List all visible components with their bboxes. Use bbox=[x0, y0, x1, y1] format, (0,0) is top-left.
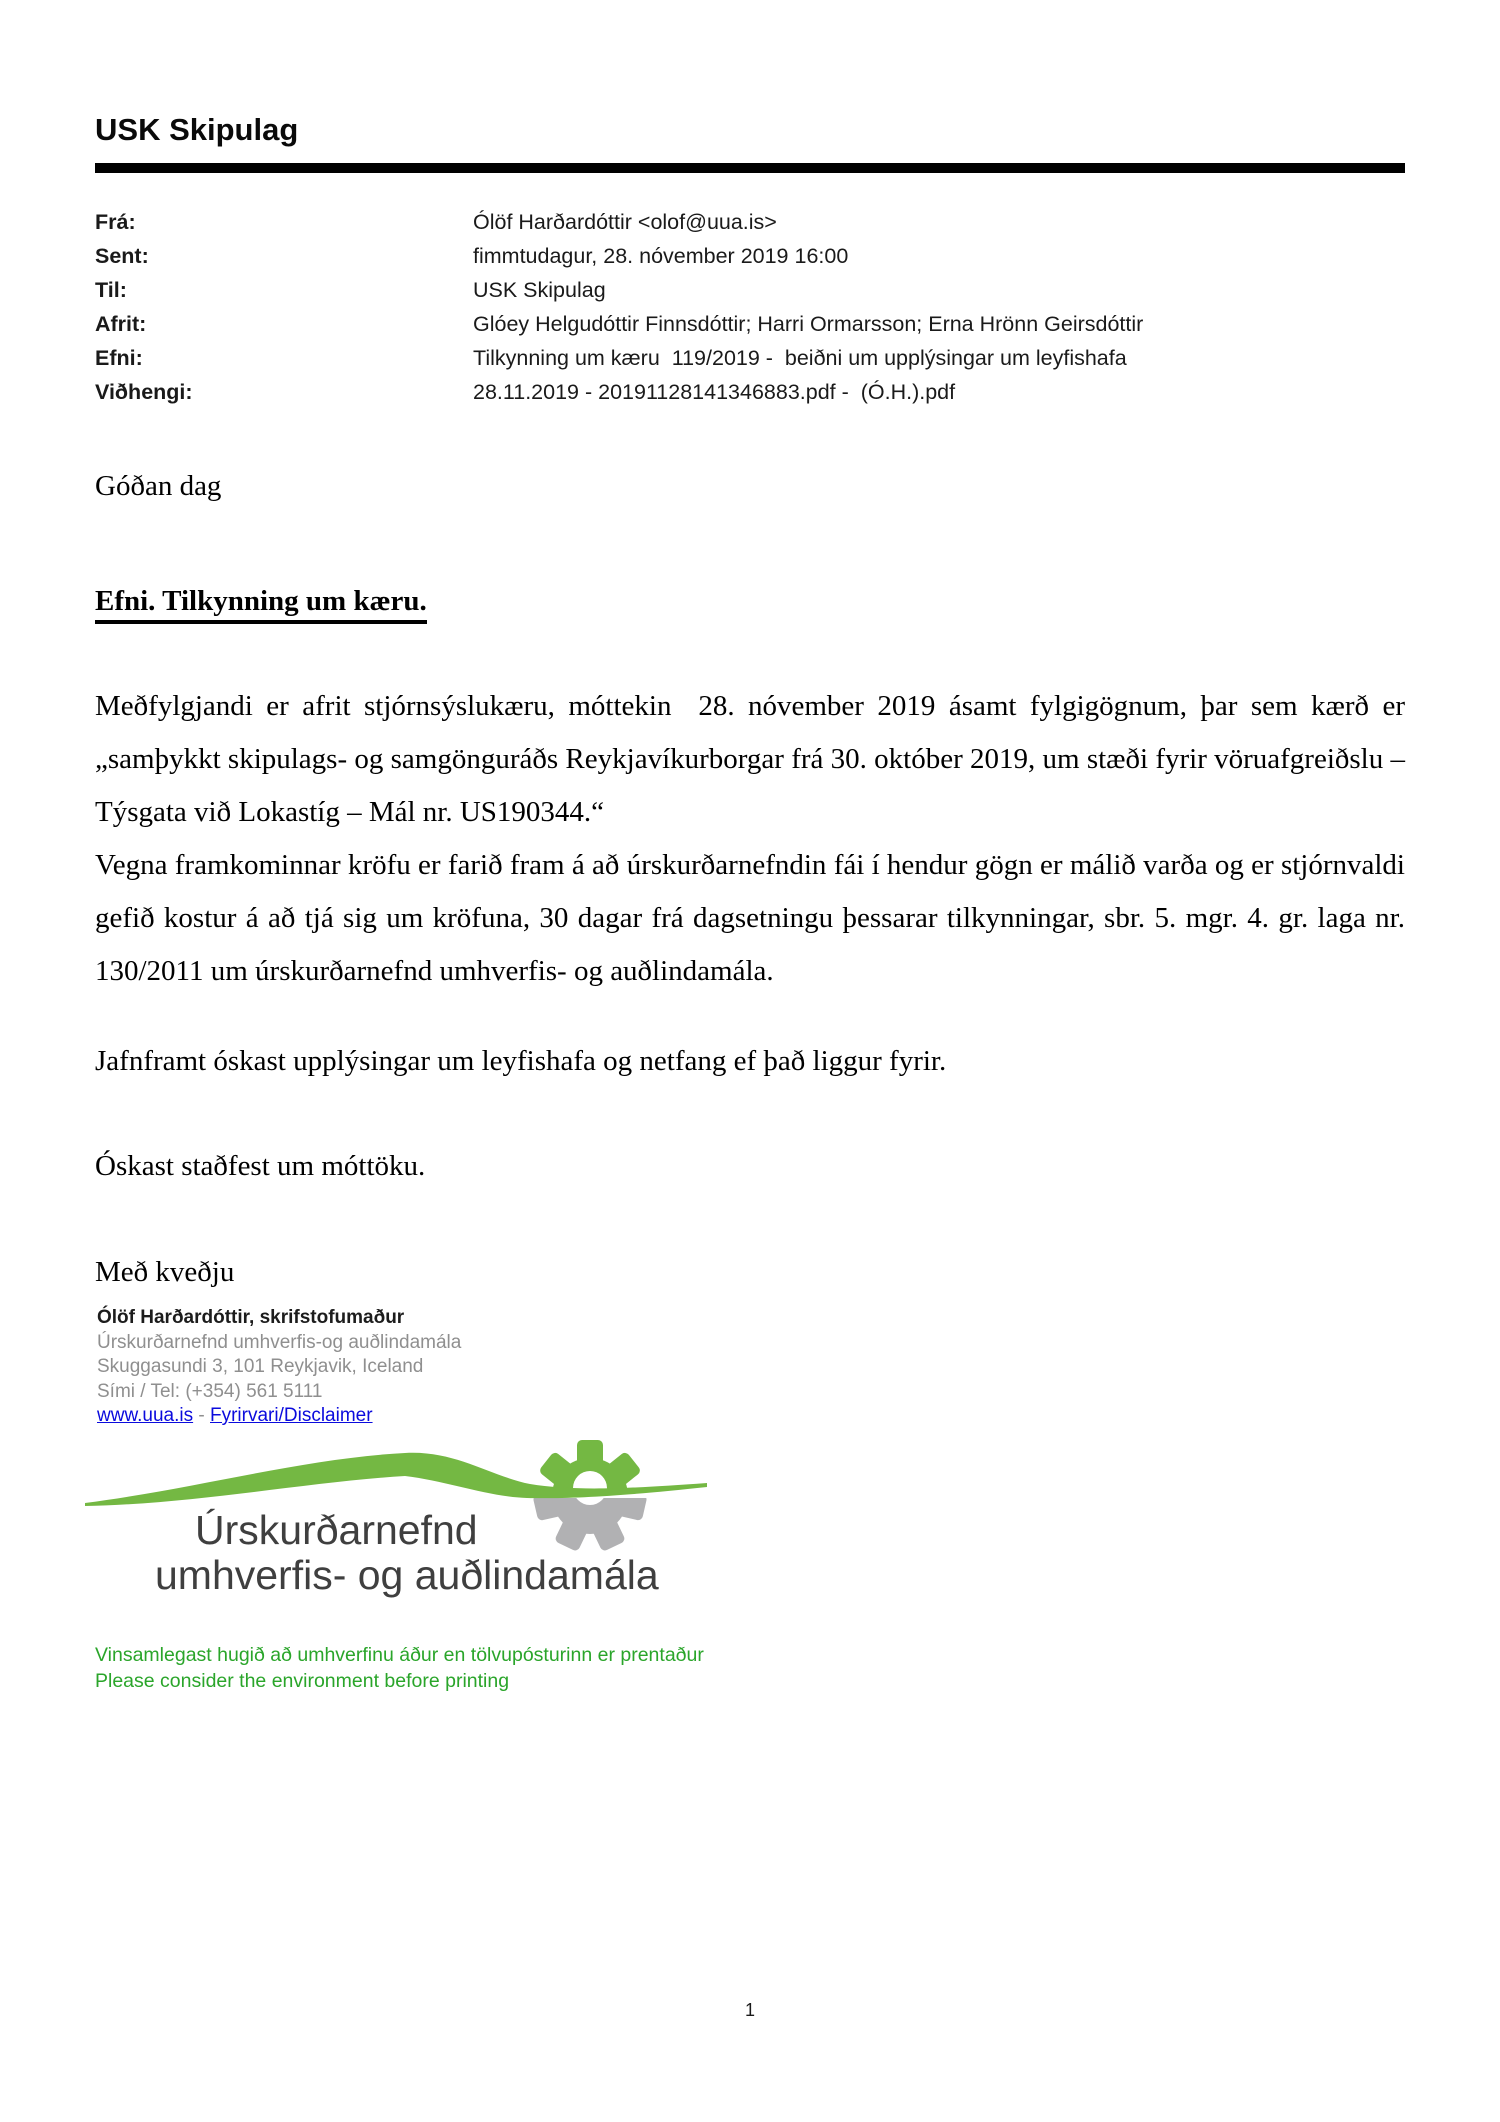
field-value-attachments: 28.11.2019 - 20191128141346883.pdf - (Ó.H.).pdf bbox=[473, 380, 956, 404]
signature-address: Skuggasundi 3, 101 Reykjavik, Iceland bbox=[97, 1356, 424, 1377]
website-link[interactable]: www.uua.is bbox=[97, 1405, 194, 1426]
uua-logo-graphic bbox=[75, 1432, 720, 1632]
subject-heading-text: Efni. Tilkynning um kæru. bbox=[95, 585, 427, 624]
greeting-text: Góðan dag bbox=[95, 470, 222, 502]
paragraph-2: Vegna framkominnar kröfu er farið fram á að úrskurðarnefndin fái í hendur gögn er málið varða og er stjórnvaldi gefið kostur á að tjá sig um kröfuna, 30 dagar frá dagsetningu þessarar tilkynningar, sbr. 5. mgr. 4. gr. laga nr. 130/2011 um úrskurðarnefnd umhverfis- og auðlindamála. bbox=[95, 849, 1413, 987]
eco-footer bbox=[95, 1642, 704, 1694]
field-label-attachments: Viðhengi: bbox=[95, 380, 193, 404]
closing-text: Með kveðju bbox=[95, 1256, 235, 1288]
eco-line-english: Please consider the environment before printing bbox=[95, 1670, 510, 1692]
signature-name: Ólöf Harðardóttir, skrifstofumaður bbox=[97, 1307, 405, 1328]
logo-text-line1: Úrskurðarnefnd bbox=[195, 1507, 478, 1553]
signature-organization: Úrskurðarnefnd umhverfis-og auðlindamála bbox=[97, 1331, 462, 1353]
eco-line-icelandic: Vinsamlegast hugið að umhverfinu áður en tölvupósturinn er prentaður bbox=[95, 1644, 704, 1666]
page-title: USK Skipulag bbox=[95, 112, 299, 147]
field-value-sent: fimmtudagur, 28. nóvember 2019 16:00 bbox=[473, 244, 849, 268]
subject-heading bbox=[95, 585, 427, 618]
uua-logo bbox=[75, 1432, 720, 1632]
link-separator: - bbox=[198, 1405, 205, 1426]
field-label-cc: Afrit: bbox=[95, 312, 147, 336]
field-label-to: Til: bbox=[95, 278, 127, 302]
header-divider bbox=[95, 163, 1405, 173]
paragraph-4: Óskast staðfest um móttöku. bbox=[95, 1150, 426, 1182]
field-row-attachments bbox=[95, 375, 1405, 409]
disclaimer-link[interactable]: Fyrirvari/Disclaimer bbox=[210, 1405, 373, 1426]
signature-phone: Sími / Tel: (+354) 561 5111 bbox=[97, 1380, 323, 1402]
field-label-from: Frá: bbox=[95, 210, 136, 234]
paragraph-3: Jafnframt óskast upplýsingar um leyfishafa og netfang ef það liggur fyrir. bbox=[95, 1045, 947, 1077]
field-value-cc: Glóey Helgudóttir Finnsdóttir; Harri Ormarsson; Erna Hrönn Geirsdóttir bbox=[473, 312, 1144, 336]
signature-links-row bbox=[97, 1404, 461, 1429]
field-row-sent bbox=[95, 239, 1405, 273]
field-label-subject: Efni: bbox=[95, 346, 143, 370]
field-value-subject: Tilkynning um kæru 119/2019 - beiðni um upplýsingar um leyfishafa bbox=[473, 346, 1127, 370]
logo-text-line2: umhverfis- og auðlindamála bbox=[155, 1552, 659, 1598]
page-number: 1 bbox=[744, 2000, 755, 2020]
body-paragraphs bbox=[95, 680, 1413, 998]
field-value-from: Ólöf Harðardóttir <olof@uua.is> bbox=[473, 210, 777, 234]
field-value-to: USK Skipulag bbox=[473, 278, 606, 302]
field-label-sent: Sent: bbox=[95, 244, 149, 268]
field-row-to bbox=[95, 273, 1405, 307]
field-row-cc bbox=[95, 307, 1405, 341]
paragraph-1: Meðfylgjandi er afrit stjórnsýslukæru, móttekin 28. nóvember 2019 ásamt fylgigögnum, þar sem kærð er „samþykkt skipulags- og samgönguráðs Reykjavíkurborgar frá 30. október 2019, um stæði fyrir vöruafgreiðslu – Týsgata við Lokastíg – Mál nr. US190344.“ bbox=[95, 690, 1413, 828]
field-row-from bbox=[95, 205, 1405, 239]
email-header-fields bbox=[95, 205, 1405, 409]
field-row-subject bbox=[95, 341, 1405, 375]
signature-block bbox=[97, 1306, 461, 1429]
